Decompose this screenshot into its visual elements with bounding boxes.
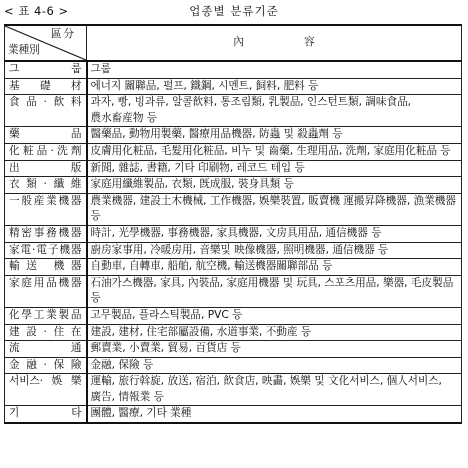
table-row — [5, 143, 462, 160]
category-cell: 一般産業機器 — [5, 193, 87, 225]
table-row — [5, 61, 462, 78]
document-header — [4, 2, 464, 20]
category-cell: 建設·住在 — [5, 324, 87, 341]
category-cell: 金融·保險 — [5, 357, 87, 374]
table-row — [5, 78, 462, 95]
items-cell: 運輸, 旅行斡旋, 放送, 宿泊, 飮食店, 映畵, 娛樂 및 文化서비스, 個人서비스, 廣告, 情報業 등 — [87, 374, 462, 406]
table-row — [5, 242, 462, 259]
items-cell: 고무製品, 플라스틱製品, PVC 등 — [87, 307, 462, 324]
items-cell: 自動車, 自轉車, 船舶, 航空機, 輸送機器關聯部品 등 — [87, 259, 462, 276]
table-row — [5, 341, 462, 358]
items-cell: 團體, 醫療, 기타 業種 — [87, 406, 462, 423]
items-cell: 時計, 光學機器, 事務機器, 家具機器, 文房具用品, 通信機器 등 — [87, 225, 462, 242]
category-cell: 輸送 機器 — [5, 259, 87, 276]
items-cell: 郵賣業, 小賣業, 貿易, 百貨店 등 — [87, 341, 462, 358]
table-row — [5, 160, 462, 177]
table-row — [5, 275, 462, 307]
content-head-char: 容 — [304, 36, 315, 49]
items-cell: 廚房家事用, 冷暖房用, 音樂및 映像機器, 照明機器, 通信機器 등 — [87, 242, 462, 259]
items-cell: 石油가스機器, 家具, 內裝品, 家庭用機器 및 玩具, 스포츠用品, 樂器, 毛皮製品 등 — [87, 275, 462, 307]
category-cell: 衣類·纖維 — [5, 177, 87, 194]
items-cell: 皮膚用化粧品, 毛髮用化粧品, 비누 및 齒藥, 生理用品, 洗劑, 家庭用化粧品 등 — [87, 143, 462, 160]
items-cell: 家庭用纖維製品, 衣類, 旣成服, 裝身具類 등 — [87, 177, 462, 194]
table-row — [5, 307, 462, 324]
table-row — [5, 127, 462, 144]
table-row — [5, 259, 462, 276]
table-row — [5, 95, 462, 127]
category-cell: 化學工業製品 — [5, 307, 87, 324]
table-row — [5, 193, 462, 225]
table-row — [5, 406, 462, 423]
table-title: 업종별 분류기준 — [189, 4, 279, 18]
items-cell: 金融, 保險 등 — [87, 357, 462, 374]
items-cell: 建設, 建材, 住宅部屬設備, 水道事業, 不動産 등 — [87, 324, 462, 341]
items-cell: 農業機器, 建設土木機械, 工作機器, 娛樂裝置, 販賣機 運搬昇降機器, 漁業機器 등 — [87, 193, 462, 225]
items-cell: 과자, 빵, 빙과류, 알콜飮料, 통조림類, 乳製品, 인스턴트類, 調味食品, 農水畜産物 등 — [87, 95, 462, 127]
table-number-label: < 표 4-6 > — [4, 4, 69, 18]
items-cell: 新聞, 雜誌, 書籍, 기타 印刷物, 레코드 테입 등 — [87, 160, 462, 177]
category-cell: 기 타 — [5, 406, 87, 423]
table-row — [5, 225, 462, 242]
content-head-char: 內 — [233, 36, 244, 49]
category-cell: 化粧品·洗劑 — [5, 143, 87, 160]
content-header-cell — [87, 25, 462, 61]
category-cell: 그 룹 — [5, 61, 87, 78]
corner-top-label: 區分 — [50, 28, 76, 40]
corner-header-cell — [5, 25, 87, 61]
category-cell: 서비스·娛樂 — [5, 374, 87, 406]
items-cell: 에너지 關聯品, 펄프, 鐵鋼, 시멘트, 飼料, 肥料 등 — [87, 78, 462, 95]
table-row — [5, 374, 462, 406]
category-cell: 流 通 — [5, 341, 87, 358]
industry-classification-table — [4, 24, 462, 424]
table-row — [5, 357, 462, 374]
items-cell: 그룹 — [87, 61, 462, 78]
corner-bottom-label: 業種別 — [8, 44, 40, 57]
category-cell: 基 礎 材 — [5, 78, 87, 95]
category-cell: 出 版 — [5, 160, 87, 177]
category-cell: 家庭用品機器 — [5, 275, 87, 307]
category-cell: 食品·飮料 — [5, 95, 87, 127]
table-header-row — [5, 25, 462, 61]
category-cell: 藥 品 — [5, 127, 87, 144]
table-row — [5, 324, 462, 341]
category-cell: 家電·電子機器 — [5, 242, 87, 259]
table-row — [5, 177, 462, 194]
items-cell: 醫藥品, 動物用製藥, 醫療用品機器, 防蟲 및 殺蟲劑 등 — [87, 127, 462, 144]
category-cell: 精密事務機器 — [5, 225, 87, 242]
